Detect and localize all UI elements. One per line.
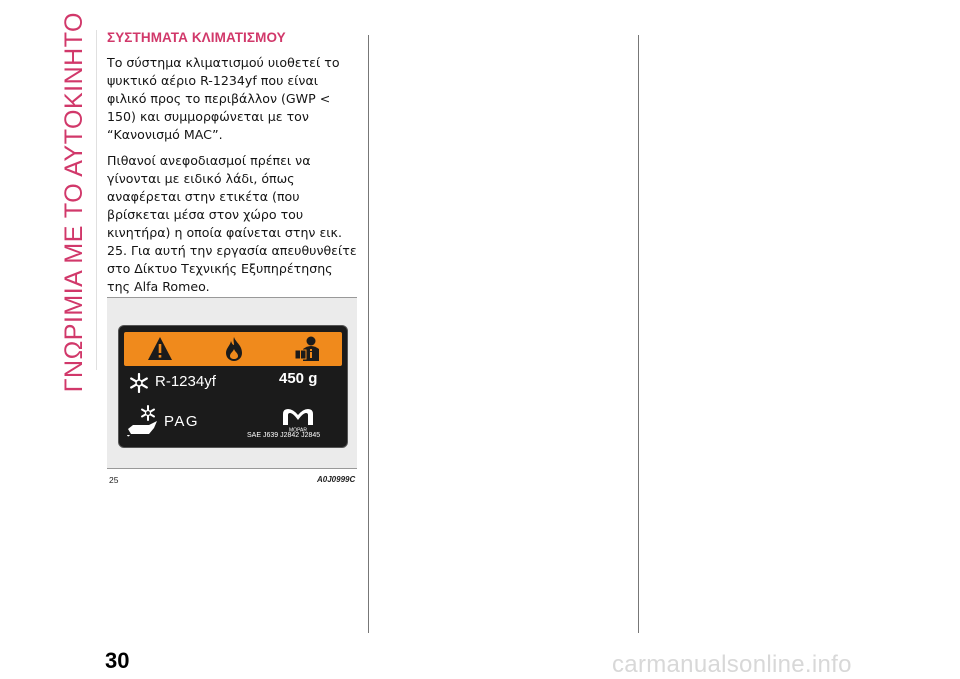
column-divider-2 <box>638 35 639 633</box>
figure-code: A0J0999C <box>317 475 356 484</box>
section-heading: ΣΥΣΤΗΜΑΤΑ ΚΛΙΜΑΤΙΣΜΟΥ <box>107 30 286 45</box>
mopar-logo <box>279 407 317 433</box>
flame-icon <box>222 335 246 363</box>
refrigerant-row <box>129 372 339 396</box>
read-manual-icon <box>292 335 322 363</box>
refrigerant-quantity: 450 g <box>279 370 318 387</box>
oil-can-icon <box>124 404 162 442</box>
snowflake-icon <box>129 373 149 393</box>
ac-label <box>118 325 348 448</box>
sae-standards: SAE J639 J2842 J2845 <box>247 432 321 439</box>
warning-banner <box>124 332 342 366</box>
page-number: 30 <box>105 648 130 673</box>
figure-number: 25 <box>109 475 119 485</box>
figure-25 <box>107 297 357 469</box>
side-divider <box>96 30 97 370</box>
mopar-logo-text: MOPAR <box>289 427 307 433</box>
oil-row <box>124 404 344 444</box>
section-side-title <box>55 12 93 393</box>
refrigerant-type: R-1234yf <box>155 373 216 390</box>
watermark: carmanualsonline.info <box>612 651 852 678</box>
column-divider-1 <box>368 35 369 633</box>
paragraph-oil-refill: Πιθανοί ανεφοδιασμοί πρέπει να γίνονται με ειδικό λάδι, όπως αναφέρεται στην ετικέτα (που βρίσκεται μέσα στον χώρο του κινητήρα) η οποία φαίνεται στην εικ. 25. Για αυτή την εργασία απευθυνθείτε στο Δίκτυο Τεχνικής Εξυπηρέτησης της Alfa Romeo. <box>107 153 357 294</box>
section-side-title-text: ΓΝΩΡΙΜΙΑ ΜΕ ΤΟ ΑΥΤΟΚΙΝΗΤΟ <box>59 12 88 393</box>
oil-type: PAG <box>164 413 200 430</box>
text-column <box>107 30 359 304</box>
warning-triangle-icon <box>146 335 174 362</box>
paragraph-refrigerant: Το σύστημα κλιματισμού υιοθετεί το ψυκτικό αέριο R-1234yf που είναι φιλικό προς το περιβάλλον (GWP < 150) και συμμορφώνεται με τον “Κανονισμό MAC”. <box>107 55 340 142</box>
